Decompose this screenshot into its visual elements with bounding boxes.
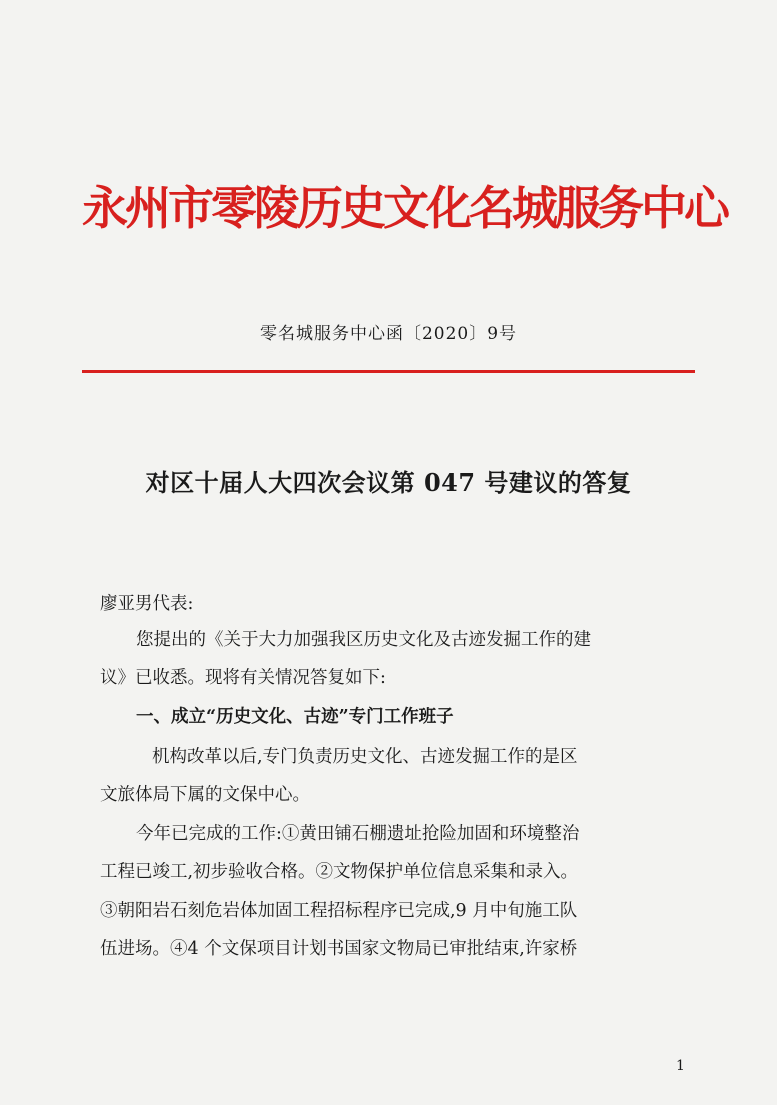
paragraph-3-line-3: ③朝阳岩石刻危岩体加固工程招标程序已完成,9 月中旬施工队 bbox=[100, 901, 578, 921]
paragraph-3-line-4: 伍进场。④4 个文保项目计划书国家文物局已审批结束,许家桥 bbox=[100, 939, 578, 959]
paragraph-2-line-1: 机构改革以后,专门负责历史文化、古迹发掘工作的是区 bbox=[152, 747, 578, 767]
salutation: 廖亚男代表: bbox=[100, 594, 194, 614]
paragraph-1-line-1: 您提出的《关于大力加强我区历史文化及古迹发掘工作的建 bbox=[136, 630, 591, 650]
document-title: 对区十届人大四次会议第 047 号建议的答复 bbox=[145, 468, 632, 497]
paragraph-3-line-1: 今年已完成的工作:①黄田铺石棚遗址抢险加固和环境整治 bbox=[136, 824, 580, 844]
page-number: 1 bbox=[676, 1058, 685, 1074]
document-number: 零名城服务中心函〔2020〕9号 bbox=[259, 324, 518, 344]
red-divider bbox=[82, 370, 695, 373]
paragraph-3-line-2: 工程已竣工,初步验收合格。②文物保护单位信息采集和录入。 bbox=[100, 862, 579, 882]
issuing-organization: 永州市零陵历史文化名城服务中心 bbox=[82, 181, 727, 235]
section-heading-1: 一、成立“历史文化、古迹”专门工作班子 bbox=[136, 707, 454, 727]
paragraph-1-line-2: 议》已收悉。现将有关情况答复如下: bbox=[100, 668, 386, 688]
paragraph-2-line-2: 文旅体局下属的文保中心。 bbox=[100, 785, 310, 805]
